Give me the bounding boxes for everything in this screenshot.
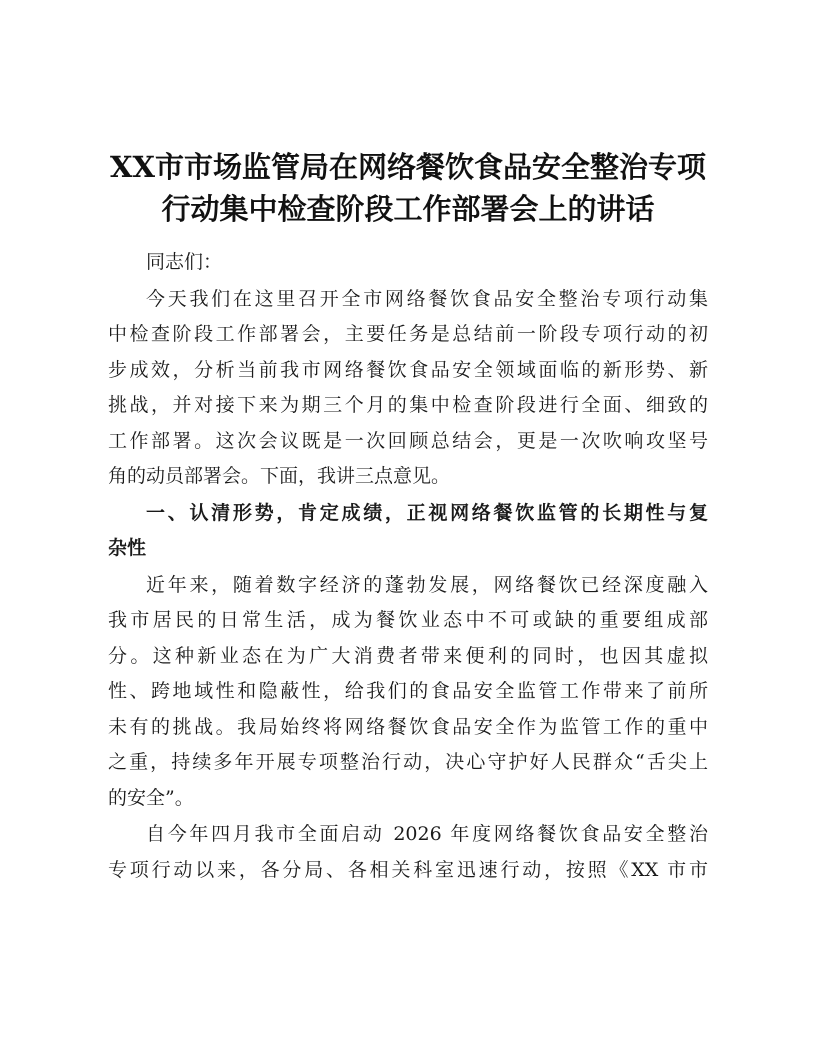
document-title bbox=[100, 146, 716, 230]
intro-line: 挑战，并对接下来为期三个月的集中检查阶段进行全面、细致的 bbox=[108, 394, 708, 416]
paragraph-line: 分。这种新业态在为广大消费者带来便利的同时，也因其虚拟 bbox=[108, 644, 708, 667]
intro-line: 工作部署。这次会议既是一次回顾总结会，更是一次吹响攻坚号 bbox=[108, 429, 708, 452]
body-paragraph-1 bbox=[108, 568, 708, 817]
paragraph-line: 的安全”。 bbox=[108, 786, 194, 809]
paragraph-line: 我市居民的日常生活，成为餐饮业态中不可或缺的重要组成部 bbox=[108, 609, 708, 631]
salutation: 同志们： bbox=[146, 251, 223, 273]
title-line-1: XX市市场监管局在网络餐饮食品安全整治专项 bbox=[109, 150, 706, 184]
paragraph-line: 自今年四月我市全面启动 2026 年度网络餐饮食品安全整治 bbox=[146, 823, 708, 845]
title-line-2: 行动集中检查阶段工作部署会上的讲话 bbox=[161, 192, 655, 226]
intro-line: 角的动员部署会。下面，我讲三点意见。 bbox=[108, 465, 451, 487]
section-1-heading-line: 杂性 bbox=[108, 537, 147, 559]
document-body bbox=[108, 245, 708, 889]
section-1-heading-line: 一、认清形势，肯定成绩，正视网络餐饮监管的长期性与复 bbox=[146, 501, 708, 524]
intro-line: 步成效，分析当前我市网络餐饮食品安全领域面临的新形势、新 bbox=[108, 358, 708, 381]
paragraph-line: 专项行动以来，各分局、各相关科室迅速行动，按照《XX 市市 bbox=[108, 858, 708, 881]
body-paragraph-2 bbox=[108, 817, 708, 888]
section-1-heading bbox=[108, 496, 708, 567]
paragraph-line: 之重，持续多年开展专项整治行动，决心守护好人民群众“舌尖上 bbox=[108, 751, 708, 773]
intro-line: 今天我们在这里召开全市网络餐饮食品安全整治专项行动集 bbox=[146, 287, 708, 310]
paragraph-line: 近年来，随着数字经济的蓬勃发展，网络餐饮已经深度融入 bbox=[146, 573, 708, 596]
paragraph-line: 未有的挑战。我局始终将网络餐饮食品安全作为监管工作的重中 bbox=[108, 715, 708, 738]
intro-line: 中检查阶段工作部署会，主要任务是总结前一阶段专项行动的初 bbox=[108, 323, 708, 345]
intro-paragraph bbox=[108, 282, 708, 495]
paragraph-line: 性、跨地域性和隐蔽性，给我们的食品安全监管工作带来了前所 bbox=[108, 680, 708, 702]
salutation-paragraph bbox=[108, 245, 708, 281]
